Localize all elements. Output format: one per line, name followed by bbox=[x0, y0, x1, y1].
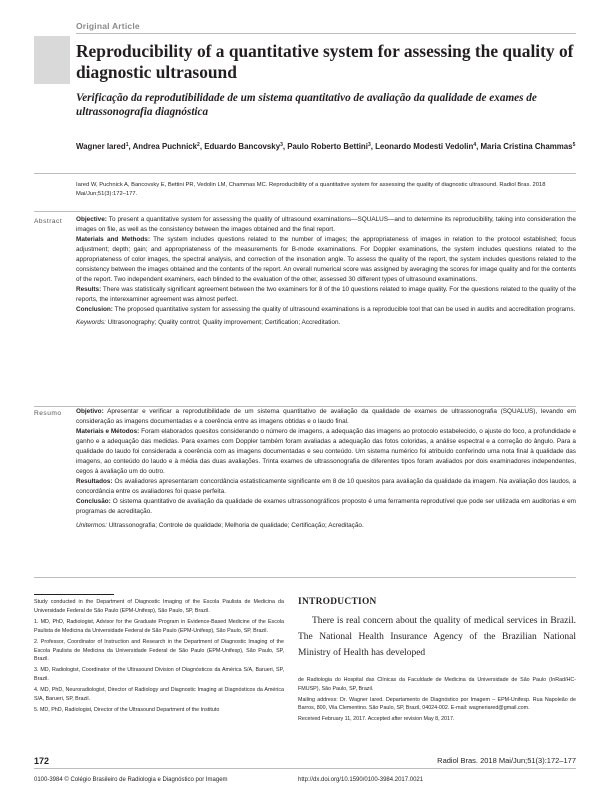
resumo-methods bbox=[76, 427, 576, 477]
author-name: Andrea Puchnick bbox=[132, 142, 198, 151]
correspondence-notes bbox=[298, 676, 576, 726]
abstract-divider bbox=[34, 211, 576, 212]
abstract-methods bbox=[76, 235, 576, 285]
author-affiliation-mark: 3 bbox=[367, 142, 371, 148]
resumo-conclusion bbox=[76, 497, 576, 517]
abstract-keywords bbox=[76, 318, 576, 328]
abstract-objective-label: Objective: bbox=[76, 216, 107, 223]
resumo-objective-label: Objetivo: bbox=[76, 408, 104, 415]
abstract-keywords-label: Keywords: bbox=[76, 319, 106, 327]
footnotes bbox=[34, 598, 284, 717]
resumo-conclusion-label: Conclusão: bbox=[76, 498, 111, 506]
abstract-side-label: Abstract bbox=[34, 218, 63, 225]
resumo-results-text: Os avaliadores apresentaram concordância estatisticamente significante em 8 de 10 quesitos para avaliação da qualidade da imagem. Na avaliação dos laudos, a concordância entre os avaliadores foi quase perfeita. bbox=[76, 478, 577, 496]
abstract-body bbox=[76, 215, 576, 329]
author-name: Wagner Iared bbox=[76, 142, 126, 151]
resumo-conclusion-text: O sistema quantitativo de avaliação da qualidade de exames ultrassonográficos proposto é uma ferramenta reprodutível que pode ser utilizada em auditorias e em programas de acreditação. bbox=[76, 498, 577, 516]
issn-copyright: 0100-3984 © Colégio Brasileiro de Radiologia e Diagnóstico por Imagem bbox=[34, 777, 228, 783]
author-affiliation-mark: 5 bbox=[572, 142, 576, 148]
author-affiliation-mark: 1 bbox=[125, 142, 129, 148]
footer-divider bbox=[34, 768, 576, 769]
abstract-methods-label: Materials and Methods: bbox=[76, 236, 150, 244]
section-label: Original Article bbox=[76, 21, 140, 31]
author-affiliation-mark: 4 bbox=[473, 142, 477, 148]
author-affiliation-mark: 3 bbox=[280, 142, 283, 148]
resumo-objective bbox=[76, 407, 576, 427]
author-affiliation-mark: 2 bbox=[197, 142, 200, 148]
doi-link[interactable]: http://dx.doi.org/10.1590/0100-3984.2017.0021 bbox=[298, 777, 424, 783]
author-name: Eduardo Bancovsky bbox=[204, 142, 281, 151]
resumo-bottom-divider bbox=[34, 577, 576, 578]
abstract-conclusion bbox=[76, 305, 576, 315]
abstract-methods-text: The system includes questions related to the number of images; the appropriateness of images in relation to the protocol established; focus adjustment; depth; gain; and appropriateness of the measurements for B-mode examinations. For Doppler examinations, the system includes questions related to the appropriateness of color images, the spectral analysis, and correction of the insonation angle. To assess the quality of the report, the system includes questions related to the consistency between the images obtained and the contents of the report. An overall numerical score was assigned by averaging the scores for image quality and for the contents of the report. Two independent examiners, each blinded to the evaluation of the other, assessed 30 different types of ultrasound examinations. bbox=[76, 236, 576, 284]
introduction-text bbox=[298, 613, 576, 661]
resumo-keywords-text: Ultrassonografia; Controle de qualidade; Melhoria de qualidade; Certificação; Acreditação. bbox=[108, 521, 364, 529]
resumo-keywords bbox=[76, 521, 576, 531]
resumo-methods-label: Materiais e Métodos: bbox=[76, 428, 140, 436]
author-list: Wagner Iared$^1$, Andrea Puchnick$^2$, Eduardo Bancovsky$^3$, Paulo Roberto Bettini$^3$, Leonardo Modesti Vedolin$^4$, Maria Cristina Chammas$^5$ bbox=[76, 142, 576, 151]
abstract-objective-text: To present a quantitative system for assessing the quality of ultrasound examinations—SQUALUS—and to determine its reproducibility, taking into consideration the images on file, as well as the consistency between the images obtained and the final report. bbox=[76, 216, 576, 234]
footnote-3: 3. MD, Radiologist, Coordinator of the Ultrasound Division of Diagnósticos da América S/A, Barueri, SP, Brazil. bbox=[34, 667, 284, 683]
citation-text: Iared W, Puchnick A, Bancovsky E, Bettini PR, Vedolin LM, Chammas MC. Reproducibility of a quantitative system for assessing the quality of diagnostic ultrasound. Radiol Bras. 2018 Mai/Jun;51(3):172–177. bbox=[76, 182, 546, 198]
abstract-objective bbox=[76, 215, 576, 235]
footnote-2: 2. Professor, Coordinator of Instruction and Research in the Department of Diagnostic Imaging of the Escola Paulista de Medicina da Universidade Federal de São Paulo (EPM-Unifesp), São Paulo, SP, Brazil. bbox=[34, 638, 284, 663]
footnote-5-continuation: de Radiologia do Hospital das Clínicas da Faculdade de Medicina da Universidade de São Paulo (InRad/HC-FMUSP), São Paulo, SP, Brazil. bbox=[298, 677, 576, 692]
abstract-conclusion-label: Conclusion: bbox=[76, 306, 113, 314]
title-accent-band bbox=[34, 36, 70, 84]
resumo-objective-text: Apresentar e verificar a reprodutibilidade de um sistema quantitativo de avaliação da qualidade de exames de ultrassonografia (SQUALUS), levando em consideração as imagens documentadas e a coerência entre as imagens obtidas e o laudo final. bbox=[76, 408, 576, 426]
footnote-5: 5. MD, PhD, Radiologist, Director of the Ultrasound Department of the Instituto bbox=[34, 707, 220, 714]
resumo-keywords-label: Unitermos: bbox=[76, 521, 107, 529]
author-name: Paulo Roberto Bettini bbox=[287, 142, 368, 151]
footnote-1: 1. MD, PhD, Radiologist, Advisor for the Graduate Program in Evidence-Based Medicine of the Escola Paulista de Medicina da Universidade Federal de São Paulo (EPM-Unifesp), São Paulo, SP, Brazil. bbox=[34, 618, 284, 634]
journal-reference: Radiol Bras. 2018 Mai/Jun;51(3):172–177 bbox=[437, 756, 576, 765]
article-subtitle: Verificação da reprodutibilidade de um sistema quantitativo de avaliação da qualidade de exames de ultrassonografia diagnóstica bbox=[76, 92, 537, 118]
resumo-results-label: Resultados: bbox=[76, 478, 113, 486]
abstract-conclusion-text: The proposed quantitative system for assessing the quality of ultrasound examinations is a reproducible tool that can be used in audits and accreditation programs. bbox=[114, 306, 576, 314]
author-name: Leonardo Modesti Vedolin bbox=[375, 142, 474, 151]
abstract-results bbox=[76, 285, 576, 305]
footnote-study: Study conducted in the Department of Diagnostic Imaging of the Escola Paulista de Medicina da Universidade Federal de São Paulo (EPM-Unifesp), São Paulo, SP, Brazil. bbox=[34, 599, 284, 614]
footnote-4: 4. MD, PhD, Neuroradiologist, Director of Radiology and Diagnostic Imaging at Diagnósticos da América S/A, Barueri, SP, Brazil. bbox=[34, 687, 284, 703]
abstract-keywords-text: Ultrasonography; Quality control; Quality improvement; Certification; Accreditation. bbox=[107, 319, 341, 327]
resumo-results bbox=[76, 477, 576, 497]
introduction-heading: INTRODUCTION bbox=[298, 597, 377, 607]
footnote-divider bbox=[34, 594, 114, 595]
resumo-body bbox=[76, 407, 576, 531]
resumo-methods-text: Foram elaborados quesitos considerando o número de imagens, a adequação das imagens ao protocolo estabelecido, o ajuste do foco, a profundidade e ganho e a adequação das medidas. Para exames com Doppler também foram avaliadas a adequação das fotos coloridas, a análise espectral e a correção do ângulo. Para a qualidade do laudo foi considerada a coerência com as imagens documentadas e seu conteúdo. Um sistema numérico foi atribuído conferindo uma nota final à qualidade das imagens, ao conteúdo do laudo e à média das duas avaliações. Trinta exames de ultrassonografia de diferentes tipos foram avaliados por dois examinadores independentes, cegos à avaliação um do outro. bbox=[76, 428, 576, 476]
mailing-address: Mailing address: Dr. Wagner Iared. Departamento de Diagnóstico por Imagem – EPM-Unifesp. Rua Napoleão de Barros, 800, Vila Clementino. São Paulo, SP, Brazil, 04024-002. E-mail: wagneriared@gmail.com. bbox=[298, 696, 576, 712]
author-name: Maria Cristina Chammas bbox=[480, 142, 573, 151]
resumo-side-label: Resumo bbox=[34, 410, 62, 417]
introduction-body: There is real concern about the quality of medical services in Brazil. The National Health Insurance Agency of the Brazilian National Ministry of Health has developed bbox=[298, 616, 576, 659]
page-number: 172 bbox=[34, 756, 50, 766]
citation-divider bbox=[34, 173, 576, 174]
abstract-results-label: Results: bbox=[76, 286, 102, 294]
article-title: Reproducibility of a quantitative system for assessing the quality of diagnostic ultrasound bbox=[76, 41, 574, 82]
received-dates: Received February 11, 2017. Accepted after revision May 8, 2017. bbox=[298, 716, 455, 723]
header-divider bbox=[76, 33, 576, 34]
abstract-results-text: There was statistically significant agreement between the two examiners for 8 of the 10 questions related to image quality. For the questions related to the quality of the reports, the interexaminer agreement was almost perfect. bbox=[76, 286, 576, 304]
